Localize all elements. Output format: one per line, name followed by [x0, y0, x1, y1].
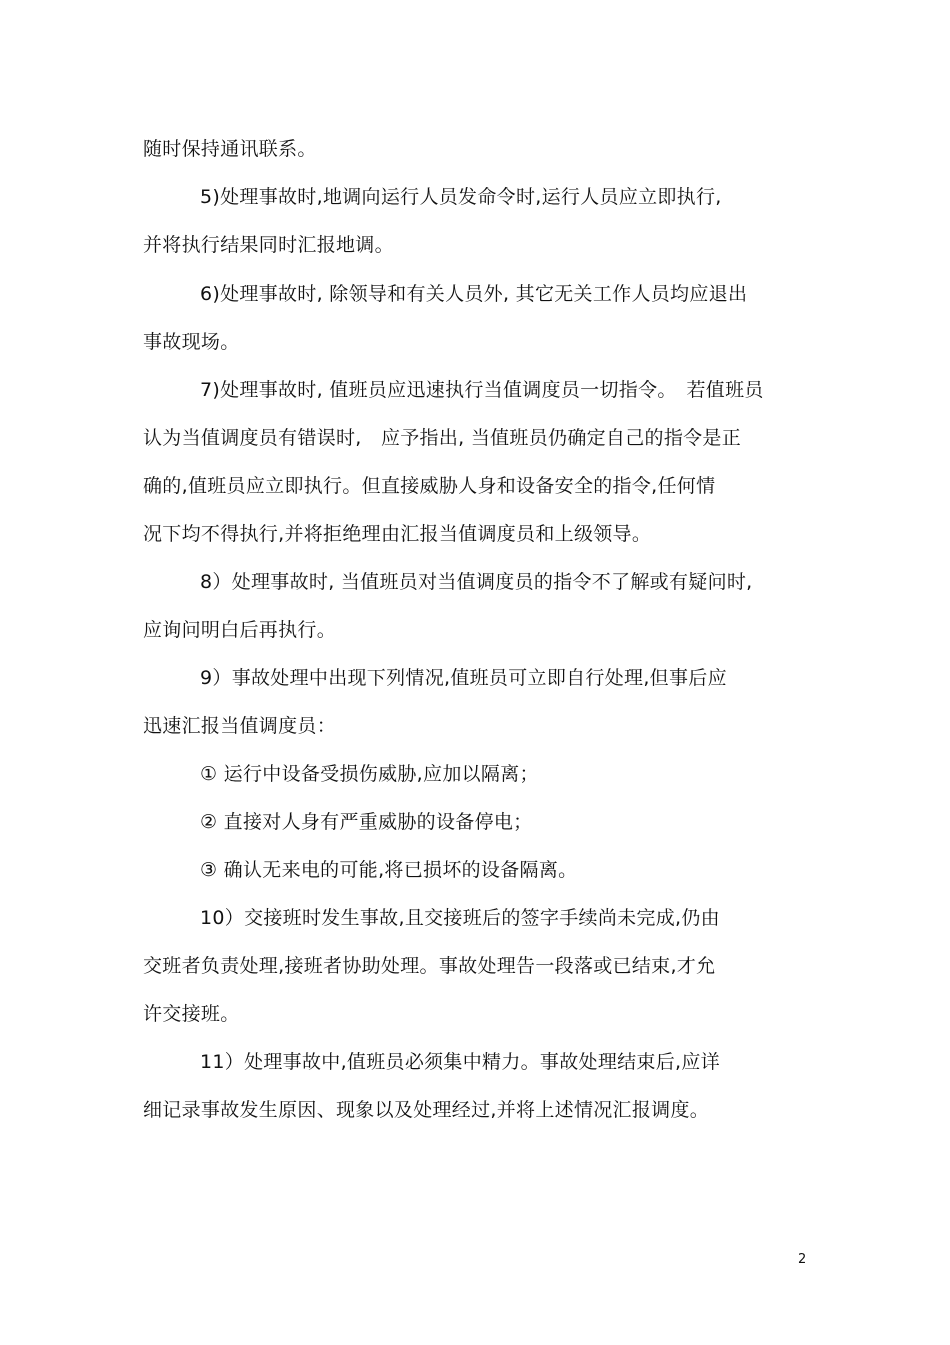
- paragraph-11-line-1: 11）处理事故中,值班员必须集中精力。事故处理结束后,应详: [200, 1051, 720, 1073]
- paragraph-6-line-1: 6)处理事故时, 除领导和有关人员外, 其它无关工作人员均应退出: [200, 283, 748, 305]
- paragraph-7-line-4: 况下均不得执行,并将拒绝理由汇报当值调度员和上级领导。: [143, 523, 652, 545]
- paragraph-6-line-2: 事故现场。: [143, 331, 240, 353]
- list-item-3: ③ 确认无来电的可能,将已损坏的设备隔离。: [200, 859, 578, 881]
- list-item-2: ② 直接对人身有严重威胁的设备停电；: [200, 811, 533, 833]
- paragraph-9-line-2: 迅速汇报当值调度员：: [143, 715, 337, 737]
- page-number: 2: [798, 1252, 807, 1267]
- text-line: 随时保持通讯联系。: [143, 138, 317, 160]
- paragraph-10-line-1: 10）交接班时发生事故,且交接班后的签字手续尚未完成,仍由: [200, 907, 720, 929]
- paragraph-10-line-2: 交班者负责处理,接班者协助处理。事故处理告一段落或已结束,才允: [143, 955, 716, 977]
- paragraph-10-line-3: 许交接班。: [143, 1003, 240, 1025]
- paragraph-7-line-3: 确的,值班员应立即执行。但直接威胁人身和设备安全的指令,任何情: [143, 475, 716, 497]
- paragraph-8-line-2: 应询问明白后再执行。: [143, 619, 337, 641]
- paragraph-5-line-2: 并将执行结果同时汇报地调。: [143, 234, 394, 256]
- paragraph-9-line-1: 9）事故处理中出现下列情况,值班员可立即自行处理,但事后应: [200, 667, 727, 689]
- paragraph-8-line-1: 8）处理事故时, 当值班员对当值调度员的指令不了解或有疑问时,: [200, 571, 753, 593]
- paragraph-5-line-1: 5)处理事故时,地调向运行人员发命令时,运行人员应立即执行,: [200, 186, 722, 208]
- list-item-1: ① 运行中设备受损伤威胁,应加以隔离；: [200, 763, 539, 785]
- paragraph-7-line-1: 7)处理事故时, 值班员应迅速执行当值调度员一切指令。 若值班员: [200, 379, 764, 401]
- paragraph-11-line-2: 细记录事故发生原因、现象以及处理经过,并将上述情况汇报调度。: [143, 1099, 710, 1121]
- paragraph-7-line-2: 认为当值调度员有错误时, 应予指出, 当值班员仍确定自己的指令是正: [143, 427, 742, 449]
